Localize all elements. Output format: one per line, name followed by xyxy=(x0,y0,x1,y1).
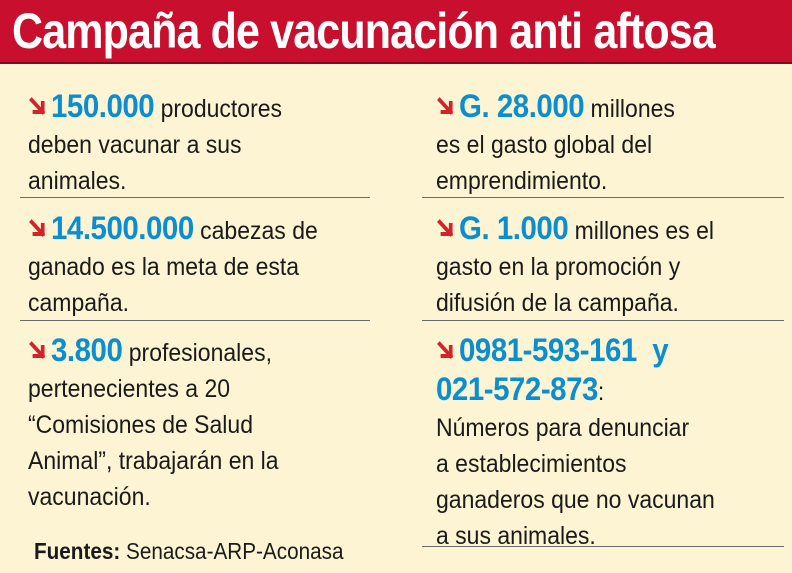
fact-line: Números para denunciar xyxy=(436,414,690,442)
source-credit xyxy=(34,536,343,566)
fact-line: millones xyxy=(584,95,675,123)
fact-professionals xyxy=(24,332,370,515)
fact-line: deben vacunar a sus xyxy=(28,131,242,159)
source-text: Senacsa-ARP-Aconasa xyxy=(120,538,344,564)
fact-line: a establecimientos xyxy=(436,450,627,478)
fact-line: vacunación. xyxy=(28,483,151,511)
arrow-down-right-icon xyxy=(28,218,48,240)
fact-line: es el gasto global del xyxy=(436,131,653,159)
arrow-down-right-icon xyxy=(436,218,456,240)
page-title: Campaña de vacunación anti aftosa xyxy=(12,3,715,59)
fact-line: millones es el xyxy=(568,217,714,245)
fact-line: profesionales, xyxy=(122,339,272,367)
fact-line: animales. xyxy=(28,167,127,195)
divider xyxy=(422,546,784,547)
fact-line: ganaderos que no vacunan xyxy=(436,486,715,514)
arrow-down-right-icon xyxy=(436,340,456,362)
fact-line: Animal”, trabajarán en la xyxy=(28,447,279,475)
fact-line: pertenecientes a 20 xyxy=(28,375,231,403)
fact-line: “Comisiones de Salud xyxy=(28,411,254,439)
arrow-down-right-icon xyxy=(28,96,48,118)
fact-line: productores xyxy=(154,95,283,123)
source-label: Fuentes: xyxy=(34,538,121,564)
arrow-down-right-icon xyxy=(28,340,48,362)
divider xyxy=(422,320,784,321)
fact-cattle xyxy=(24,210,370,321)
fact-line: : xyxy=(597,378,605,406)
fact-line: gasto en la promoción y xyxy=(436,253,681,281)
fact-promotion-cost xyxy=(432,210,782,321)
fact-highlight: G. 28.000 xyxy=(459,88,585,124)
fact-report-numbers xyxy=(432,332,782,554)
phone-number-1: 0981-593-161 y xyxy=(459,332,669,368)
fact-highlight: 150.000 xyxy=(51,88,155,124)
fact-highlight: G. 1.000 xyxy=(459,210,569,246)
divider xyxy=(20,197,370,198)
phone-number-2: 021-572-873 xyxy=(436,371,598,407)
divider xyxy=(422,197,784,198)
fact-line: difusión de la campaña. xyxy=(436,289,679,317)
fact-line: cabezas de xyxy=(193,217,318,245)
fact-producers xyxy=(24,88,370,199)
fact-global-cost xyxy=(432,88,782,199)
fact-line: ganado es la meta de esta xyxy=(28,253,300,281)
divider xyxy=(20,320,370,321)
fact-line: campaña. xyxy=(28,289,130,317)
fact-highlight: 3.800 xyxy=(51,332,123,368)
arrow-down-right-icon xyxy=(436,96,456,118)
title-banner xyxy=(0,0,792,64)
fact-line: a sus animales. xyxy=(436,522,596,550)
fact-highlight: 14.500.000 xyxy=(51,210,194,246)
fact-line: emprendimiento. xyxy=(436,167,608,195)
